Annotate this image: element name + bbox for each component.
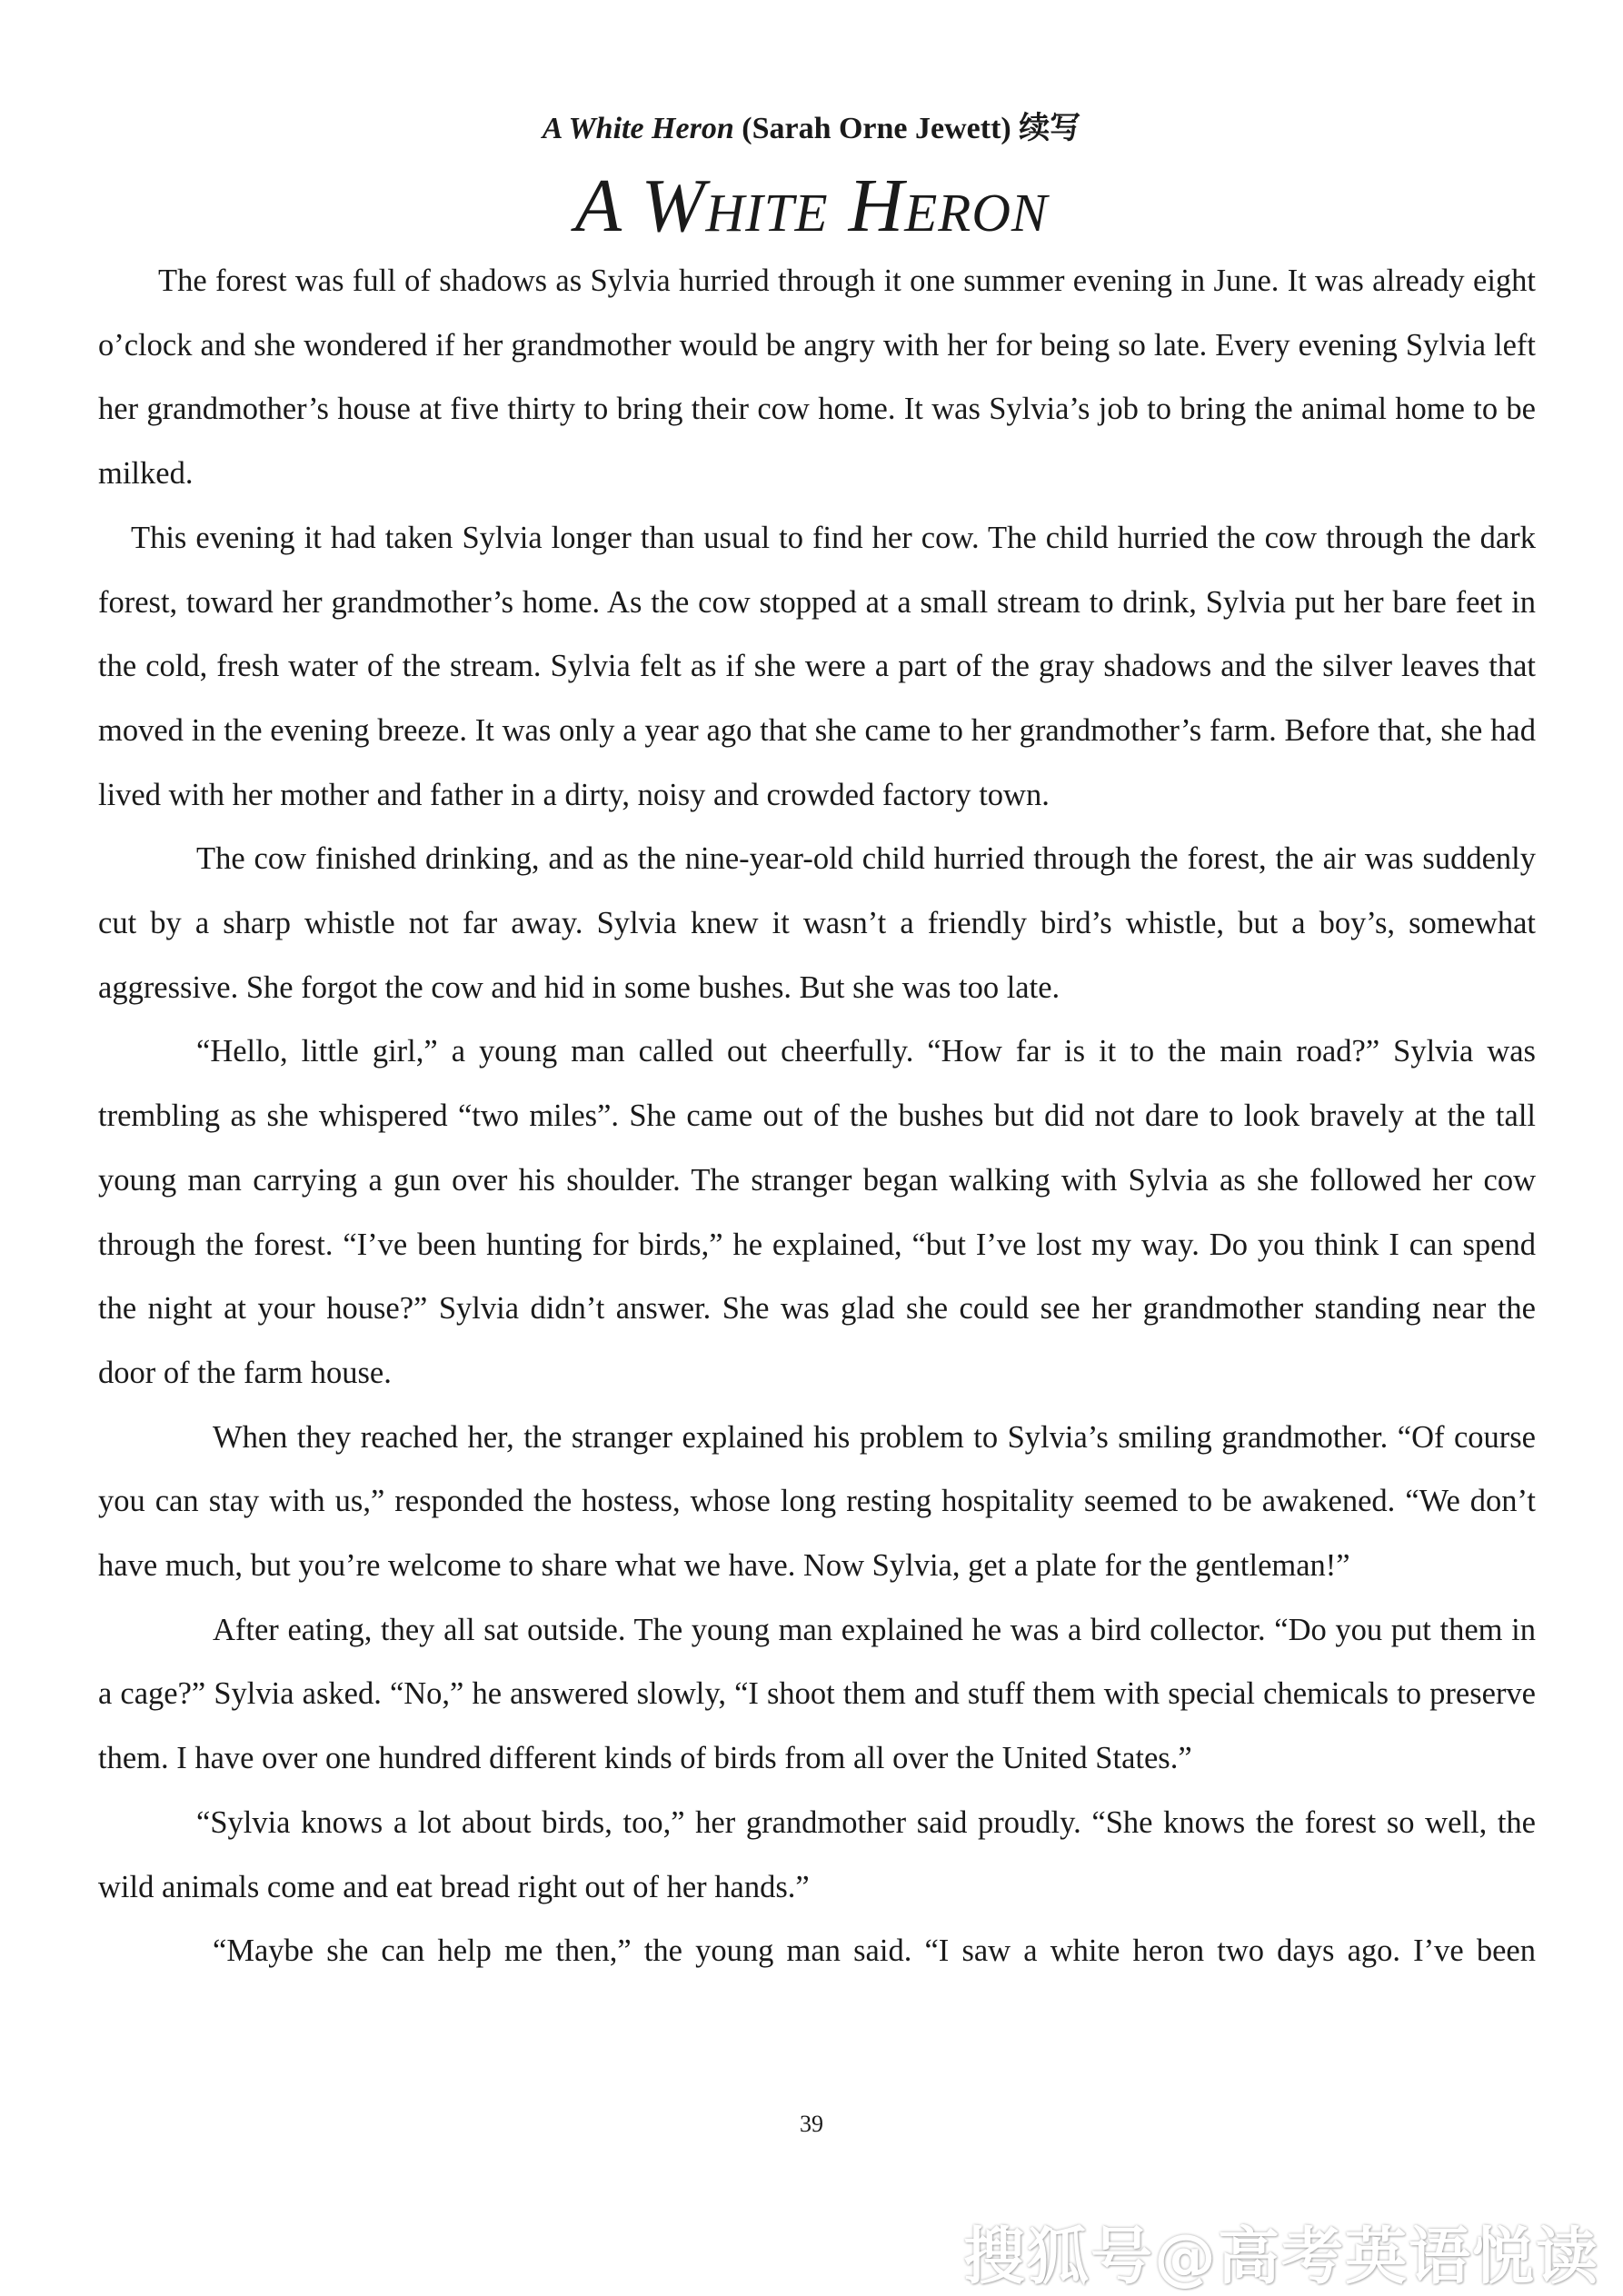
story-paragraph: After eating, they all sat outside. The young man explained he was a bird collector. “Do you put them in a cage?” Sylvia asked. “No,” he answered slowly, “I shoot them and stuff them with special chemicals to preserve them. I have over one hundred different kinds of birds from all over the United States.”	[98, 1612, 1536, 1776]
page-title: A White Heron	[574, 164, 1049, 248]
work-title: A White Heron	[542, 112, 734, 145]
page-number: 39	[800, 2111, 823, 2137]
watermark: 搜狐号@高考英语悦读	[962, 2221, 1599, 2293]
story-paragraph: “Sylvia knows a lot about birds, too,” her grandmother said proudly. “She knows the forest so well, the wild animals come and eat bread right out of her hands.”	[98, 1804, 1536, 1904]
subtitle-tag: 续写	[1019, 112, 1081, 145]
story-body	[98, 249, 1536, 1983]
author-name: (Sarah Orne Jewett)	[742, 112, 1011, 145]
story-paragraph: When they reached her, the stranger explained his problem to Sylvia’s smiling grandmother. “Of course you can stay with us,” responded the hostess, whose long resting hospitality seemed to be awakened. “We don’t have much, but you’re welcome to share what we have. Now Sylvia, get a plate for the gentleman!”	[98, 1419, 1536, 1584]
story-paragraph: “Hello, little girl,” a young man called out cheerfully. “How far is it to the main road?” Sylvia was trembling as she whispered “two miles”. She came out of the bushes but did not dare to look bravely at the tall young man carrying a gun over his shoulder. The stranger began walking with Sylvia as she followed her cow through the forest. “I’ve been hunting for birds,” he explained, “but I’ve lost my way. Do you think I can spend the night at your house?” Sylvia didn’t answer. She was glad she could see her grandmother standing near the door of the farm house.	[98, 1034, 1536, 1390]
document-subtitle	[0, 107, 1623, 151]
story-paragraph: The forest was full of shadows as Sylvia hurried through it one summer evening in June. It was already eight o’clock and she wondered if her grandmother would be angry with her for being so late. Every evening Sylvia left her grandmother’s house at five thirty to bring their cow home. It was Sylvia’s job to bring the animal home to be milked.	[98, 263, 1536, 492]
story-paragraph: The cow finished drinking, and as the nine-year-old child hurried through the forest, the air was suddenly cut by a sharp whistle not far away. Sylvia knew it wasn’t a friendly bird’s whistle, but a boy’s, somewhat aggressive. She forgot the cow and hid in some bushes. But she was too late.	[98, 841, 1536, 1005]
story-paragraph: This evening it had taken Sylvia longer than usual to find her cow. The child hurried the cow through the dark forest, toward her grandmother’s home. As the cow stopped at a small stream to drink, Sylvia put her bare feet in the cold, fresh water of the stream. Sylvia felt as if she were a part of the gray shadows and the silver leaves that moved in the evening breeze. It was only a year ago that she came to her grandmother’s farm. Before that, she had lived with her mother and father in a dirty, noisy and crowded factory town.	[98, 520, 1536, 812]
story-paragraph: “Maybe she can help me then,” the young man said. “I saw a white heron two days ago. I’ve been	[213, 1933, 1536, 1969]
